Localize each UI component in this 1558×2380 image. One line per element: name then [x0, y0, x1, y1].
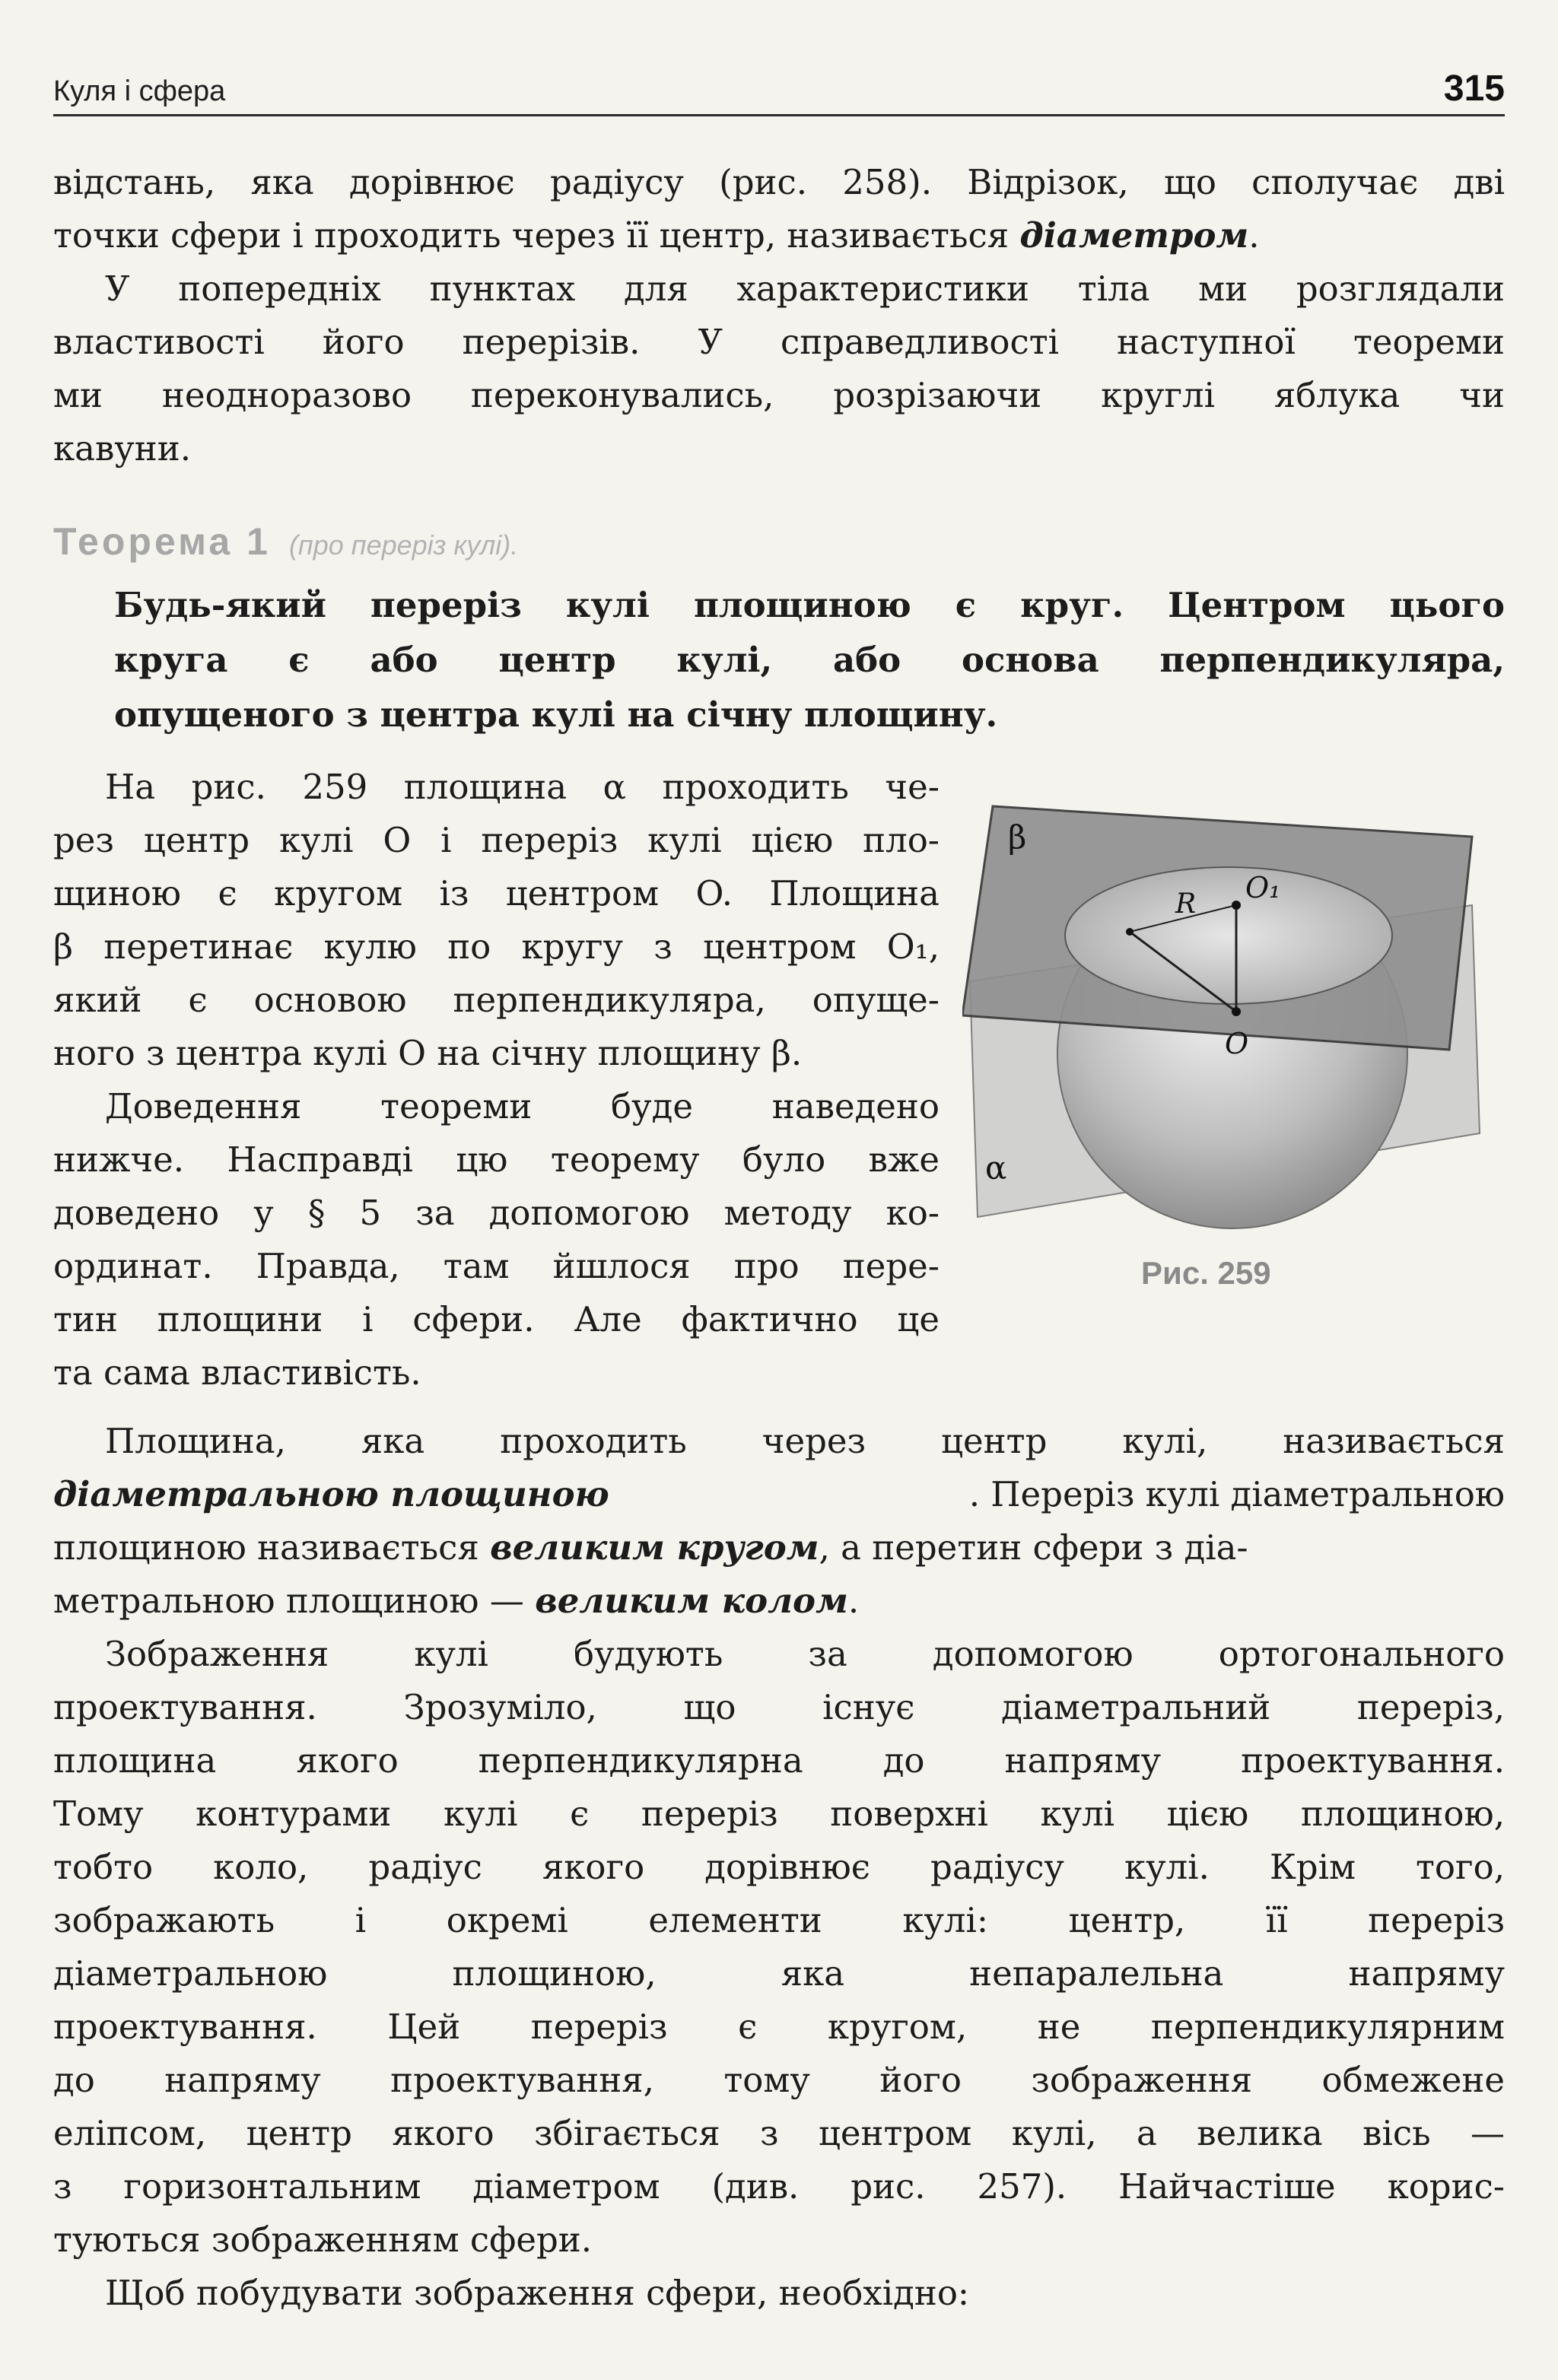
point-o1 — [1232, 901, 1241, 910]
text-line: щиною є кругом із центром O. Площина — [53, 873, 940, 914]
term-diametral-plane: діаметральною площиною — [53, 1474, 609, 1514]
text-line: рез центр кулі O і переріз кулі цією пло- — [53, 820, 940, 860]
text-line: кавуни. — [53, 428, 192, 469]
text-line: проектування. Зрозуміло, що існує діаметральний переріз, — [53, 1687, 1505, 1727]
text-run: . — [847, 1581, 860, 1621]
text-line: тобто коло, радіус якого дорівнює радіусу кулі. Крім того, — [53, 1847, 1505, 1887]
text-line: площина якого перпендикулярна до напряму проектування. — [53, 1740, 1505, 1781]
term-great-circle-disk: великим кругом — [490, 1527, 819, 1568]
text-line: ординат. Правда, там йшлося про пере- — [53, 1246, 940, 1286]
text-line: еліпсом, центр якого збігається з центром кулі, а велика вісь — — [53, 2113, 1505, 2153]
theorem-line: круга є або центр кулі, або основа перпендикуляра, — [114, 640, 1505, 680]
text-line: Щоб побудувати зображення сфери, необхідно: — [105, 2273, 970, 2313]
text-line: до напряму проектування, тому його зображення обмежене — [53, 2060, 1505, 2100]
text-line: туються зображенням сфери. — [53, 2220, 593, 2260]
theorem-line: Будь-який переріз кулі площиною є круг. Центром цього — [114, 585, 1505, 625]
text-line: зображають і окремі елементи кулі: центр, її переріз — [53, 1900, 1505, 1940]
text-run: . Переріз кулі діаметральною — [968, 1474, 1505, 1514]
text-line: відстань, яка дорівнює радіусу (рис. 258). Відрізок, що сполучає дві — [53, 162, 1505, 202]
theorem-statement — [114, 578, 1505, 742]
text-line: ного з центра кулі O на січну площину β. — [53, 1033, 803, 1073]
running-head — [53, 61, 1505, 116]
term-diameter: діаметром — [1019, 215, 1249, 256]
term-great-circle: великим колом — [535, 1581, 848, 1621]
theorem-line: опущеного з центра кулі на січну площину. — [114, 694, 998, 735]
text-line: нижче. Насправді цю теорему було вже — [53, 1139, 940, 1180]
figure-side-text — [53, 761, 940, 1400]
text-line: Зображення кулі будують за допомогою ортогонального — [105, 1634, 1505, 1674]
text-run: метральною площиною — — [53, 1581, 536, 1621]
text-line: тин площини і сфери. Але фактично це — [53, 1299, 940, 1339]
text-line: з горизонтальним діаметром (див. рис. 257). Найчастіше корис- — [53, 2166, 1505, 2207]
label-beta: β — [1008, 818, 1027, 856]
text-line: властивості його перерізів. У справедливості наступної теореми — [53, 322, 1505, 362]
theorem-heading — [53, 511, 518, 572]
text-run: . — [1248, 215, 1260, 256]
text-line: β перетинає кулю по кругу з центром O₁, — [53, 926, 940, 967]
figure-caption: Рис. 259 — [1141, 1255, 1271, 1291]
text-line: Доведення теореми буде наведено — [105, 1086, 940, 1126]
label-o: O — [1225, 1027, 1249, 1060]
point-o — [1232, 1007, 1241, 1016]
text-line: Площина, яка проходить через центр кулі, називається — [105, 1421, 1505, 1461]
text-line — [53, 1521, 1505, 1574]
cross-section-circle — [1065, 867, 1392, 1004]
text-line — [53, 209, 1505, 262]
text-line: та сама властивість. — [53, 1352, 421, 1393]
intro-paragraph — [53, 156, 1505, 475]
text-line: який є основою перпендикуляра, опуще- — [53, 980, 940, 1020]
text-line: У попередніх пунктах для характеристики тіла ми розглядали — [105, 269, 1505, 309]
page-number: 315 — [1443, 68, 1505, 109]
text-run: площиною називається — [53, 1527, 491, 1568]
main-text — [53, 1415, 1505, 2320]
text-run: точки сфери і проходить через її центр, називається — [53, 215, 1020, 256]
theorem-subtitle: (про переріз кулі). — [288, 529, 519, 561]
text-line: На рис. 259 площина α проходить че- — [105, 767, 940, 807]
label-r: R — [1175, 888, 1197, 920]
text-line — [53, 1468, 1505, 1521]
text-line — [53, 1574, 1505, 1628]
text-line: доведено у § 5 за допомогою методу ко- — [53, 1193, 940, 1233]
figure-259 — [962, 791, 1487, 1232]
text-line: Тому контурами кулі є переріз поверхні кулі цією площиною, — [53, 1794, 1505, 1834]
text-line: проектування. Цей переріз є кругом, не перпендикулярним — [53, 2007, 1505, 2047]
text-line: діаметральною площиною, яка непаралельна напряму — [53, 1953, 1505, 1994]
label-o1: O₁ — [1245, 871, 1281, 904]
section-title: Куля і сфера — [53, 75, 226, 107]
theorem-label: Теорема 1 — [53, 520, 271, 563]
text-line: ми неодноразово переконувались, розрізаючи круглі яблука чи — [53, 375, 1505, 415]
point-on-circle — [1126, 928, 1134, 936]
text-run: , а перетин сфери з діа- — [819, 1527, 1248, 1568]
label-alpha: α — [985, 1149, 1007, 1187]
